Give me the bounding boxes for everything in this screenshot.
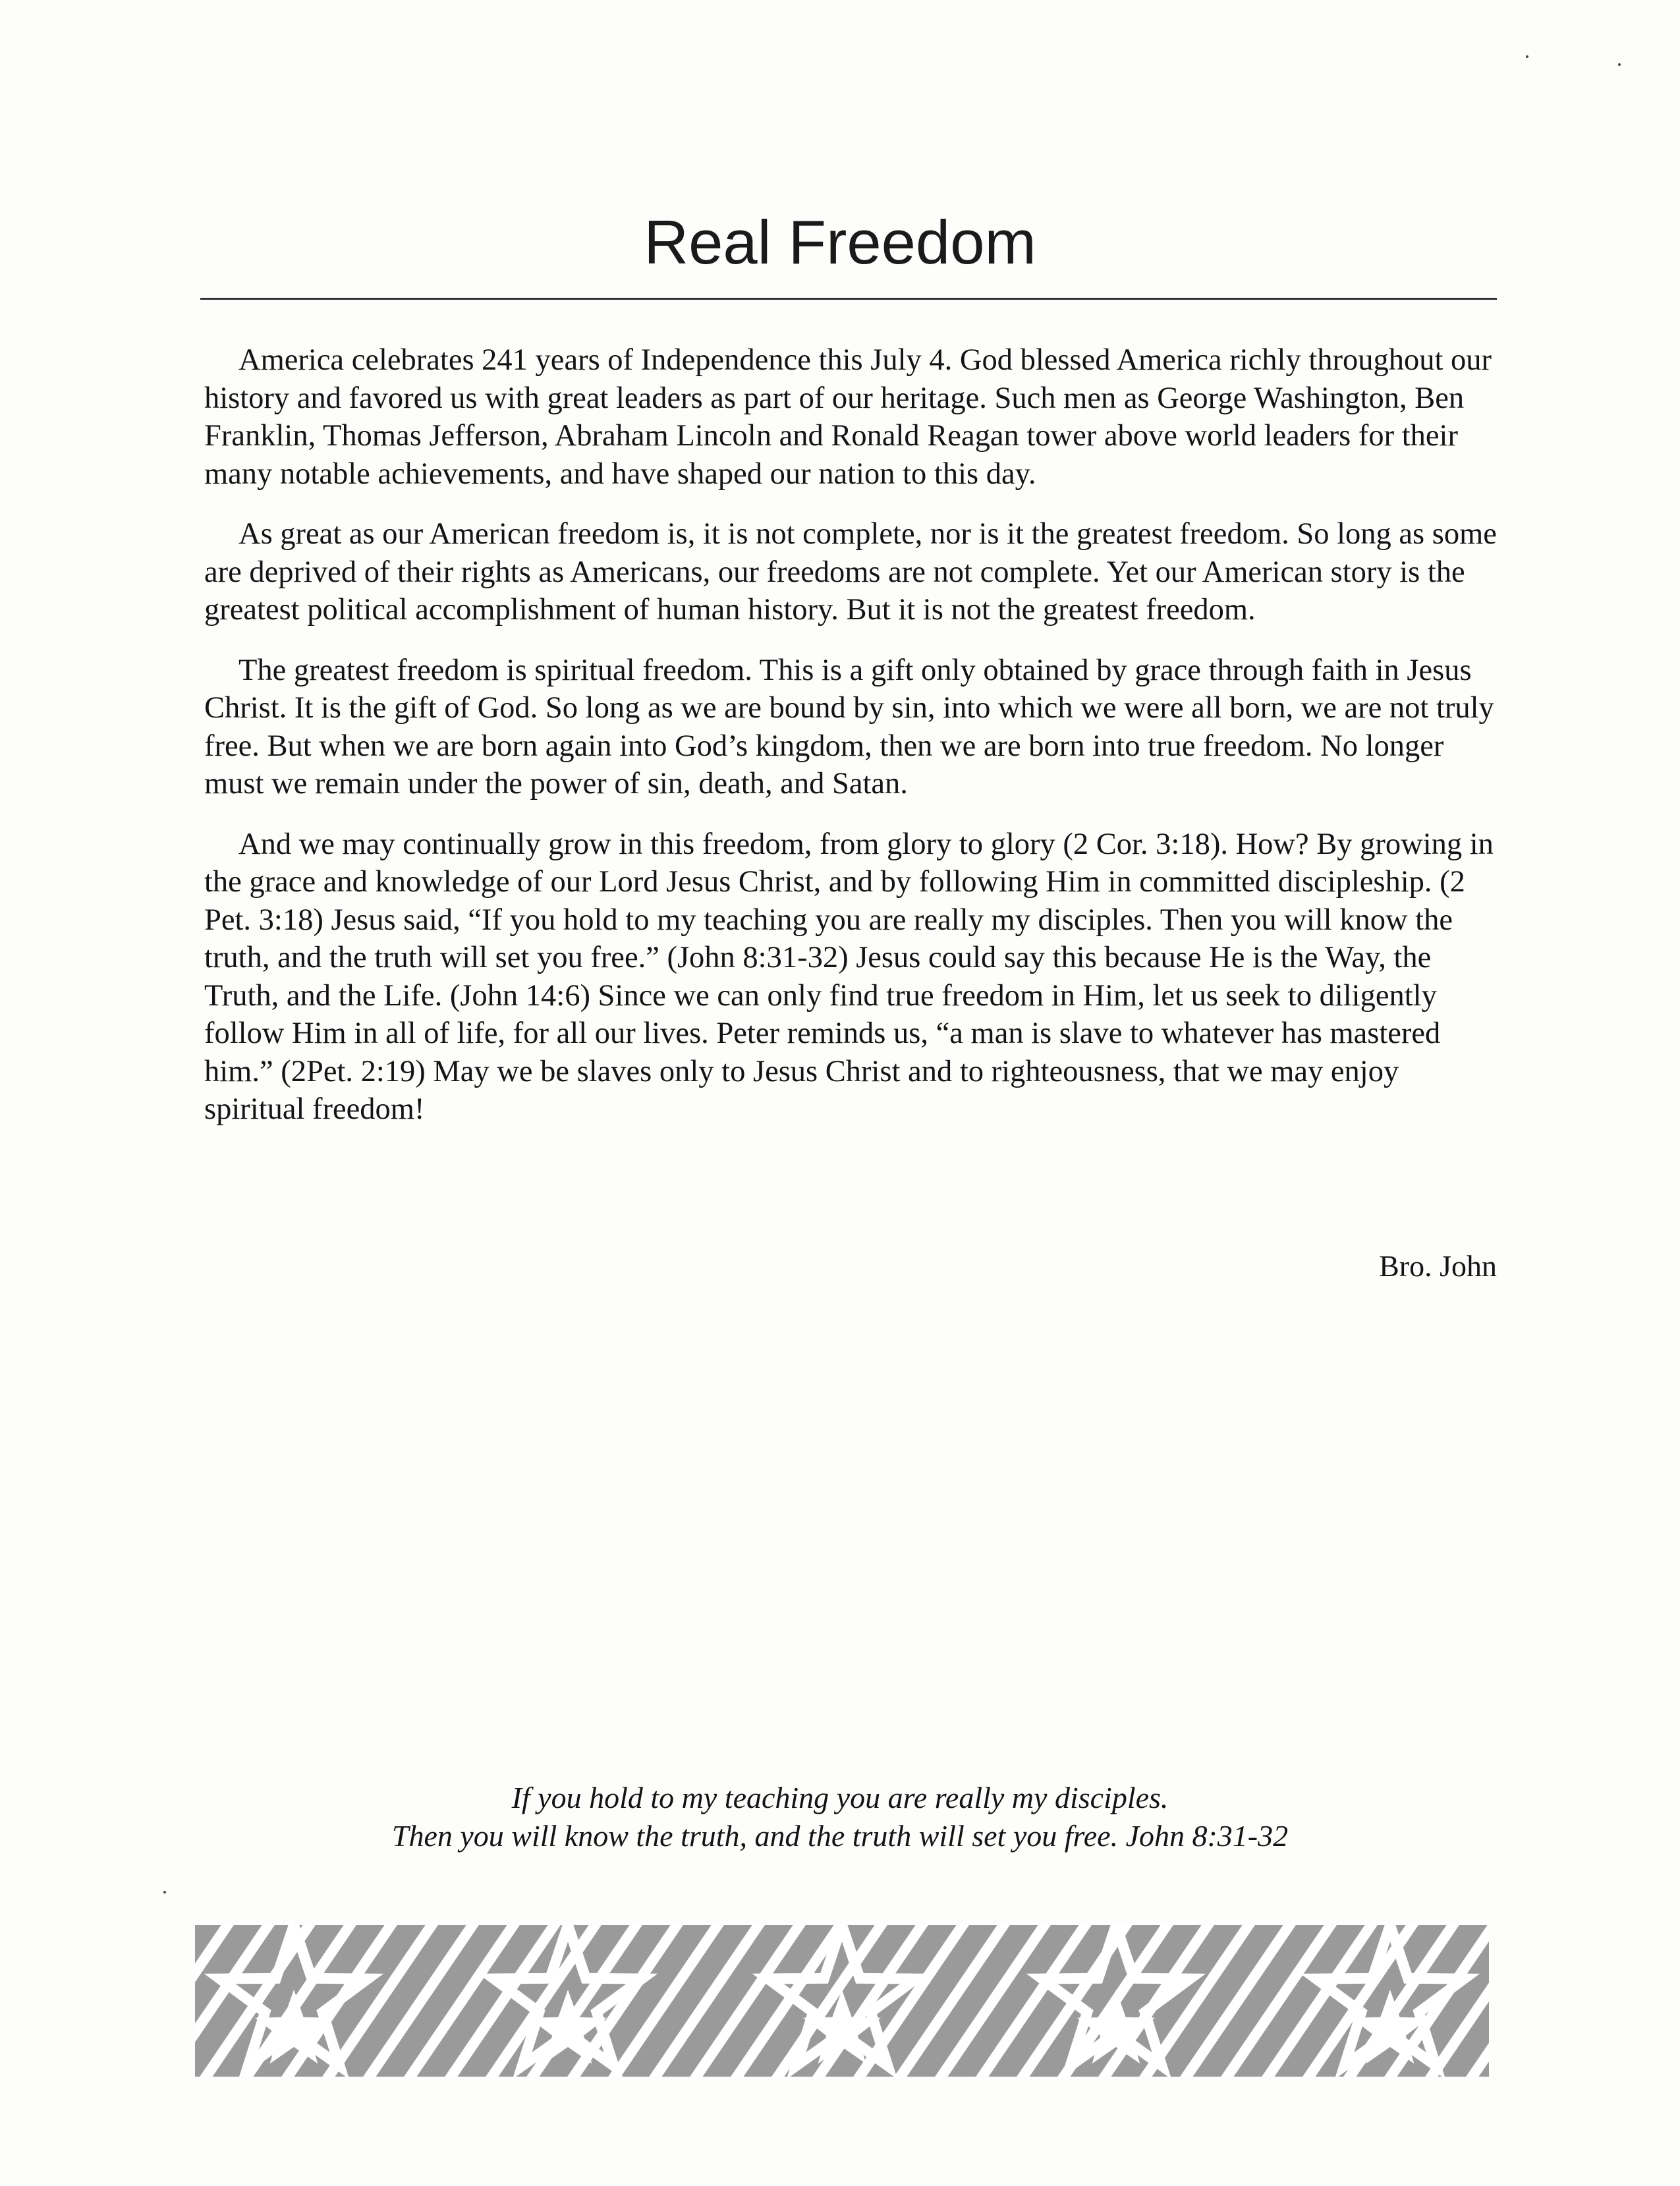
scripture-verse [0, 1779, 1680, 1855]
stars-and-stripes-banner [195, 1925, 1489, 2077]
paragraph-3: The greatest freedom is spiritual freedom. This is a gift only obtained by grace through faith in Jesus Christ. It is the gift of God. So long as we are bound by sin, into which we were all born, we are not truly free. But when we are born again into God’s kingdom, then we are born into true freedom. No longer must we remain under the power of sin, death, and Satan. [204, 653, 1494, 800]
verse-line-2: Then you will know the truth, and the truth will set you free. John 8:31-32 [391, 1819, 1289, 1853]
page-title: Real Freedom [644, 208, 1036, 277]
paragraph-4: And we may continually grow in this freedom, from glory to glory (2 Cor. 3:18). How? By growing in the grace and knowledge of our Lord Jesus Christ, and by following Him in committed discipleship. (2 Pet. 3:18) Jesus said, “If you hold to my teaching you are really my disciples. Then you will know the truth, and the truth will set you free.” (John 8:31-32) Jesus could say this because He is the Way, the Truth, and the Life. (John 14:6) Since we can only find true freedom in Him, let us seek to diligently follow Him in all of life, for all our lives. Peter reminds us, “a man is slave to whatever has mastered him.” (2Pet. 2:19) May we be slaves only to Jesus Christ and to righteousness, that we may enjoy spiritual freedom! [204, 827, 1494, 1126]
scan-speck [163, 1891, 166, 1893]
verse-line-1: If you hold to my teaching you are really my disciples. [511, 1781, 1169, 1814]
signature: Bro. John [1379, 1249, 1497, 1283]
scan-speck [1526, 55, 1528, 58]
paragraph-2: As great as our American freedom is, it is not complete, nor is it the greatest freedom. So long as some are deprived of their rights as Americans, our freedoms are not complete. Yet our American story is the greatest political accomplishment of human history. But it is not the greatest freedom. [204, 517, 1497, 627]
paragraph-1: America celebrates 241 years of Independence this July 4. God blessed America richly throughout our history and favored us with great leaders as part of our heritage. Such men as George Washington, Ben Franklin, Thomas Jefferson, Abraham Lincoln and Ronald Reagan tower above world leaders for their many notable achievements, and have shaped our nation to this day. [204, 343, 1492, 491]
article-body [204, 341, 1497, 1151]
scan-speck [1618, 63, 1621, 66]
title-underline [200, 298, 1497, 300]
